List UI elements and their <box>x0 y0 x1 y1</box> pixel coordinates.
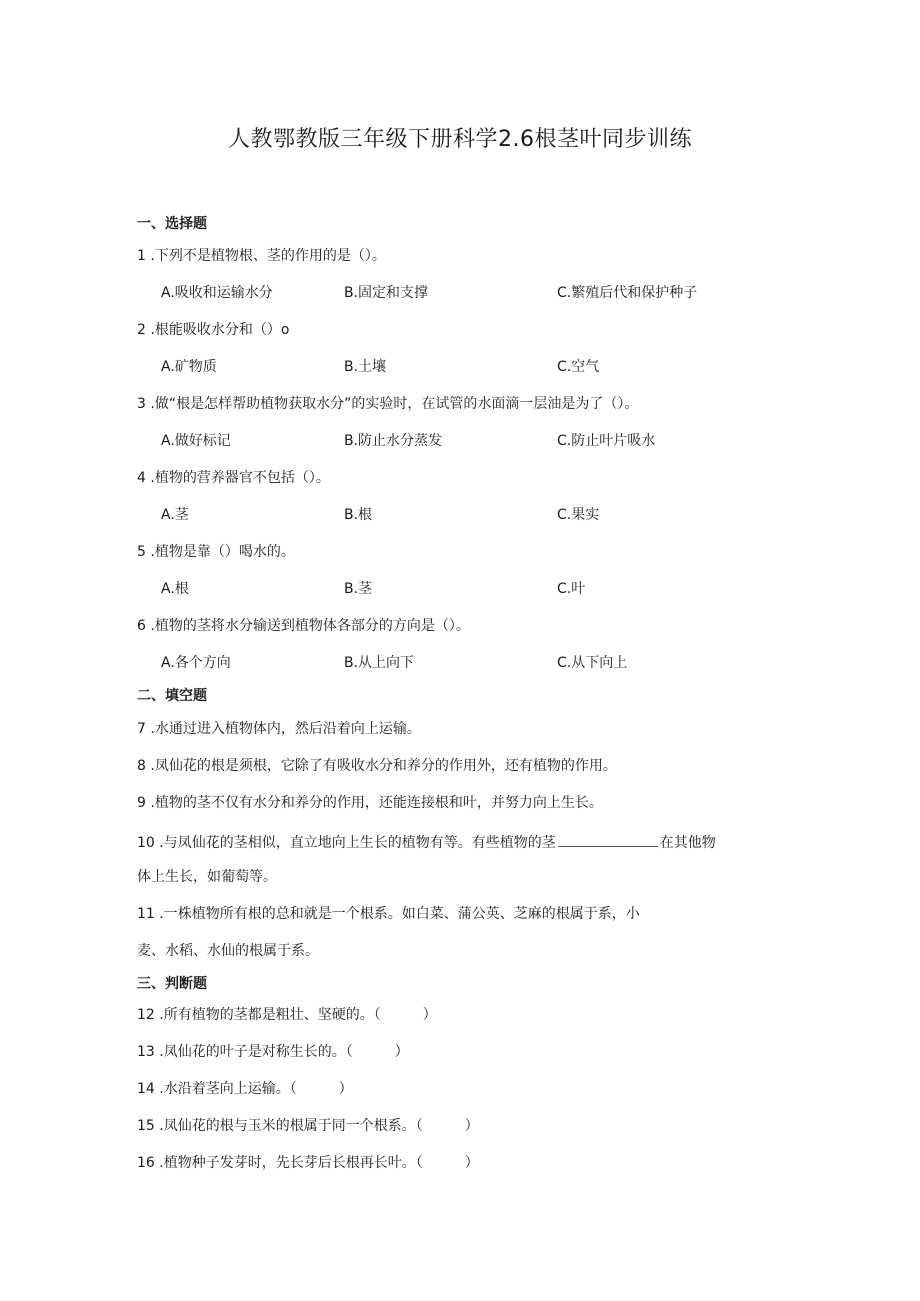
question-text: .一株植物所有根的总和就是一个根系。如白菜、蒲公英、芝麻的根属于系，小 <box>159 906 640 922</box>
question-text: .水通过进入植物体内，然后沿着向上运输。 <box>150 721 421 737</box>
question-text: 在其他物 <box>659 835 716 851</box>
question-9 <box>137 794 603 812</box>
question-text: .所有植物的茎都是粗壮、坚硬的。（ ） <box>159 1007 437 1023</box>
option-a: A.根 <box>161 581 189 597</box>
question-3 <box>137 395 638 413</box>
question-5 <box>137 543 295 561</box>
question-12 <box>137 1006 437 1024</box>
question-8 <box>137 757 617 775</box>
option-b: B.土壤 <box>344 359 387 375</box>
question-text: .与凤仙花的茎相似，直立地向上生长的植物有等。有些植物的茎 <box>159 835 556 851</box>
option-a: A.矿物质 <box>161 359 217 375</box>
question-10 <box>137 832 716 852</box>
question-text: .植物种子发芽时，先长芽后长根再长叶。（ ） <box>159 1155 479 1171</box>
question-text: .水沿着茎向上运输。（ ） <box>159 1081 353 1097</box>
answer-blank[interactable] <box>558 832 658 847</box>
question-text: .凤仙花的根与玉米的根属于同一个根系。（ ） <box>159 1118 479 1134</box>
question-number: 3 <box>137 396 146 412</box>
question-14 <box>137 1080 353 1098</box>
option-c: C.果实 <box>557 507 600 523</box>
section-heading-judge: 三、判断题 <box>137 976 207 992</box>
question-text: .凤仙花的根是须根，它除了有吸收水分和养分的作用外，还有植物的作用。 <box>150 758 617 774</box>
question-text: .根能吸收水分和（）o <box>150 322 290 338</box>
question-16 <box>137 1154 479 1172</box>
question-7 <box>137 720 421 738</box>
option-c: C.防止叶片吸水 <box>557 433 656 449</box>
question-number: 5 <box>137 544 146 560</box>
question-2 <box>137 321 289 339</box>
option-a: A.各个方向 <box>161 655 231 671</box>
question-number: 9 <box>137 795 146 811</box>
option-b: B.固定和支撑 <box>344 285 429 301</box>
option-c: C.叶 <box>557 581 586 597</box>
option-b: B.茎 <box>344 581 373 597</box>
question-number: 7 <box>137 721 146 737</box>
question-text: .凤仙花的叶子是对称生长的。（ ） <box>159 1044 409 1060</box>
section-heading-fill: 二、填空题 <box>137 688 207 704</box>
question-number: 13 <box>137 1044 155 1060</box>
option-c: C.从下向上 <box>557 655 628 671</box>
question-text: .植物是靠（）喝水的。 <box>150 544 295 560</box>
question-11-continued: 麦、水稻、水仙的根属于系。 <box>137 943 319 959</box>
question-6 <box>137 617 470 635</box>
question-number: 2 <box>137 322 146 338</box>
option-a: A.吸收和运输水分 <box>161 285 273 301</box>
option-b: B.根 <box>344 507 373 523</box>
option-a: A.茎 <box>161 507 189 523</box>
option-b: B.从上向下 <box>344 655 415 671</box>
question-number: 15 <box>137 1118 155 1134</box>
question-13 <box>137 1043 409 1061</box>
question-number: 6 <box>137 618 146 634</box>
question-15 <box>137 1117 479 1135</box>
section-heading-choice: 一、选择题 <box>137 216 207 232</box>
question-text: .植物的茎不仅有水分和养分的作用，还能连接根和叶，并努力向上生长。 <box>150 795 603 811</box>
option-c: C.空气 <box>557 359 600 375</box>
question-number: 4 <box>137 470 146 486</box>
page-title: 人教鄂教版三年级下册科学2.6根茎叶同步训练 <box>228 127 692 152</box>
option-b: B.防止水分蒸发 <box>344 433 443 449</box>
question-1 <box>137 247 386 265</box>
question-number: 14 <box>137 1081 155 1097</box>
question-4 <box>137 469 330 487</box>
option-c: C.繁殖后代和保护种子 <box>557 285 698 301</box>
question-number: 16 <box>137 1155 155 1171</box>
question-number: 8 <box>137 758 146 774</box>
question-number: 10 <box>137 835 155 851</box>
question-11 <box>137 905 640 923</box>
question-text: .植物的营养器官不包括（）。 <box>150 470 330 486</box>
question-text: .下列不是植物根、茎的作用的是（）。 <box>150 248 386 264</box>
question-10-continued: 体上生长，如葡萄等。 <box>137 869 277 885</box>
question-number: 12 <box>137 1007 155 1023</box>
question-number: 11 <box>137 906 155 922</box>
question-text: .做“根是怎样帮助植物获取水分”的实验时，在试管的水面滴一层油是为了（）。 <box>150 396 639 412</box>
question-text: .植物的茎将水分输送到植物体各部分的方向是（）。 <box>150 618 470 634</box>
question-number: 1 <box>137 248 146 264</box>
option-a: A.做好标记 <box>161 433 231 449</box>
